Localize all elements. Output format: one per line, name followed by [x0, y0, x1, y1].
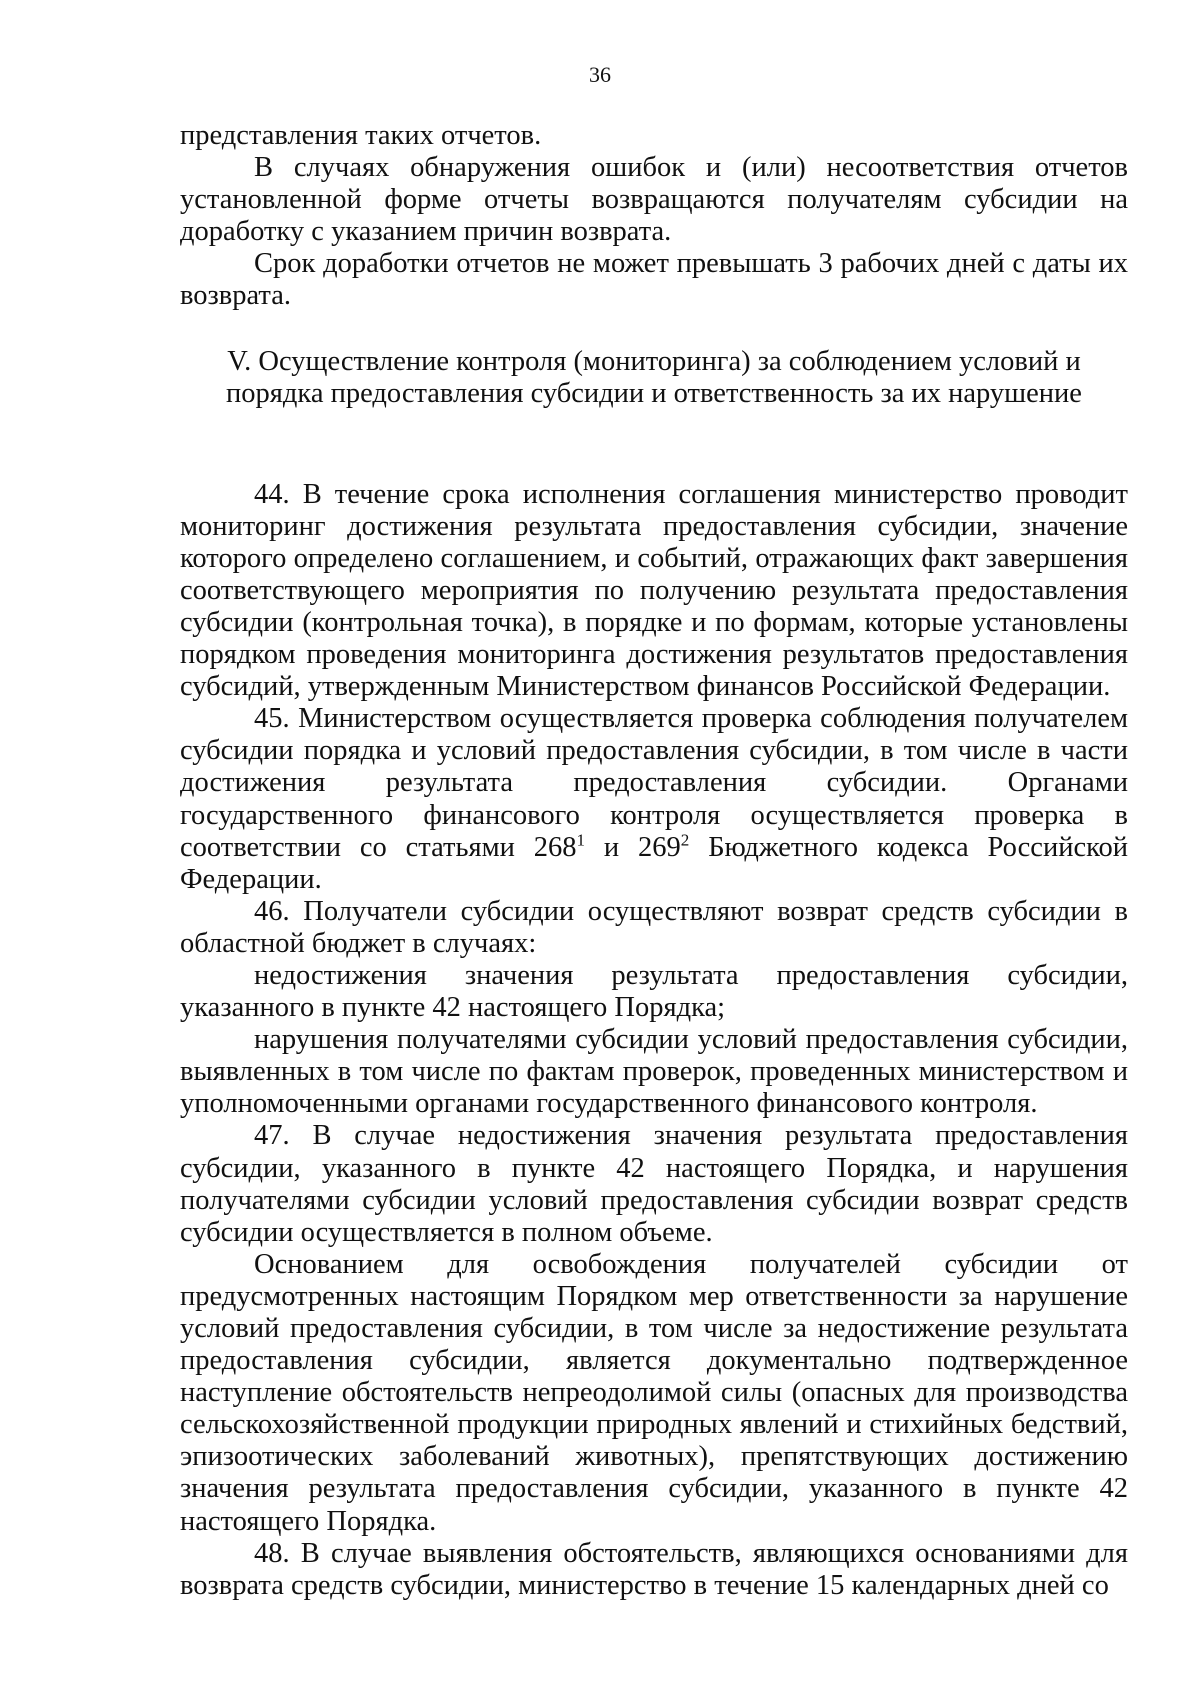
paragraph-46-item-1: недостижения значения результата предоставления субсидии, указанного в пункте 42 настоящего Порядка;: [180, 959, 1128, 1024]
paragraph-45-text-3: Бюджетного кодекса Российской Федерации.: [180, 831, 1128, 895]
superscript-2: 2: [680, 830, 690, 850]
paragraph-46: 46. Получатели субсидии осуществляют возврат средств субсидии в областной бюджет в случаях:: [180, 895, 1128, 959]
section-heading: [180, 346, 1128, 411]
paragraph-45: [180, 703, 1128, 896]
paragraph-47-basis: Основанием для освобождения получателей субсидии от предусмотренных настоящим Порядком мер ответственности за нарушение условий предоставления субсидии, в том числе за недостижение результата предоставления субсидии, является документально подтвержденное наступление обстоятельств непреодолимой силы (опасных для производства сельскохозяйственной продукции природных явлений и стихийных бедствий, эпизоотических заболеваний животных), препятствующих достижению значения результата предоставления субсидии, указанного в пункте 42 настоящего Порядка.: [180, 1248, 1128, 1537]
paragraph-report-errors: В случаях обнаружения ошибок и (или) несоответствия отчетов установленной форме отчеты возвращаются получателям субсидии на доработку с указанием причин возврата.: [180, 152, 1128, 248]
document-body: [180, 120, 1128, 1602]
paragraph-46-item-2: нарушения получателями субсидии условий предоставления субсидии, выявленных в том числе по фактам проверок, проведенных министерством и уполномоченными органами государственного финансового контроля.: [180, 1024, 1128, 1120]
paragraph-45-text-2: и 269: [585, 831, 681, 863]
section-heading-line-1: V. Осуществление контроля (мониторинга) за соблюдением условий и: [227, 345, 1081, 377]
paragraph-48: 48. В случае выявления обстоятельств, являющихся основаниями для возврата средств субсидии, министерство в течение 15 календарных дней со: [180, 1537, 1128, 1601]
page-number: 36: [589, 62, 611, 87]
section-heading-line-2: порядка предоставления субсидии и ответственность за их нарушение: [226, 378, 1082, 410]
paragraph-continuation: представления таких отчетов.: [180, 120, 542, 151]
paragraph-47: 47. В случае недостижения значения результата предоставления субсидии, указанного в пункте 42 настоящего Порядка, и нарушения получателями субсидии условий предоставления субсидии возврат средств субсидии осуществляется в полном объеме.: [180, 1120, 1128, 1248]
superscript-1: 1: [576, 830, 586, 850]
paragraph-45-text-1: 45. Министерством осуществляется проверка соблюдения получателем субсидии порядка и условий предоставления субсидии, в том числе в части достижения результата предоставления субсидии. Органами государственного финансового контроля осуществляется проверка в соответствии со статьями 268: [180, 703, 1128, 863]
paragraph-revision-deadline: Срок доработки отчетов не может превышать 3 рабочих дней с даты их возврата.: [180, 248, 1128, 312]
paragraph-44: 44. В течение срока исполнения соглашения министерство проводит мониторинг достижения результата предоставления субсидии, значение которого определено соглашением, и событий, отражающих факт завершения соответствующего мероприятия по получению результата предоставления субсидии (контрольная точка), в порядке и по формам, которые установлены порядком проведения мониторинга достижения результатов предоставления субсидий, утвержденным Министерством финансов Российской Федерации.: [180, 478, 1128, 703]
